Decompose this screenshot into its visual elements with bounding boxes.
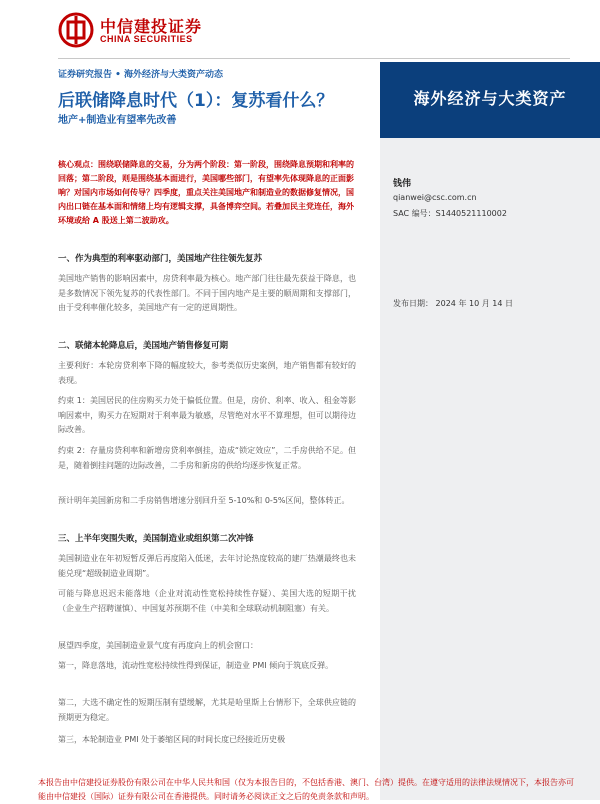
logo-english-name: CHINA SECURITIES — [100, 34, 193, 44]
section-3-paragraph-6: 第三，本轮制造业 PMI 处于萎缩区间的时间长度已经接近历史极 — [58, 735, 286, 744]
report-subtitle: 地产+制造业有望率先改善 — [58, 115, 177, 126]
section-2-heading: 二、联储本轮降息后，美国地产销售修复可期 — [58, 341, 229, 351]
disclaimer-footer: 本报告由中信建投证券股份有限公司在中华人民共和国（仅为本报告目的，不包括香港、澳门、台湾）提供。在遵守适用的法律法规情况下，本报告亦可能由中信建投（国际）证券有限公司在香港提供。同时请务必阅读正文之后的免责条款和声明。 — [38, 778, 574, 801]
logo-chinese-name: 中信建投证券 — [100, 17, 203, 36]
section-3-paragraph-4: 第一，降息落地，流动性宽松持续性得到保证，制造业 PMI 倾向于筑底反弹。 — [58, 661, 334, 670]
section-2-paragraph-2: 约束 1：美国居民的住房购买力处于偏低位置。但是，房价、利率、收入、租金等影响因素中，购买力在短期对于利率最为敏感，尽管绝对水平不算理想，但可以期待边际改善。 — [58, 396, 356, 434]
section-3-heading: 三、上半年突围失败，美国制造业或组织第二次冲锋 — [58, 534, 254, 544]
section-3-paragraph-1: 美国制造业在年初短暂反弹后再度陷入低迷，去年讨论热度较高的建厂热潮最终也未能兑现“超级制造业周期”。 — [58, 554, 356, 578]
sidebar-section-title: 海外经济与大类资产 — [413, 89, 567, 108]
analyst-name: 钱伟 — [393, 179, 412, 189]
core-view-summary: 核心观点：围绕联储降息的交易，分为两个阶段：第一阶段，围绕降息预期和利率的回落；第二阶段，则是围绕基本面进行，美国哪些部门，有望率先体现降息的正面影响？对国内市场如何传导？四季度，重点关注美国地产和制造业的数据修复情况，国内出口链在基本面和情绪上均有逻辑支撑，具备博弈空间。若叠加民主党连任，海外环境或给 A 股送上第二波助攻。 — [58, 160, 354, 225]
section-3-paragraph-3: 展望四季度，美国制造业景气度有再度向上的机会窗口： — [58, 641, 258, 650]
analyst-email[interactable]: qianwei@csc.com.cn — [393, 193, 477, 202]
company-logo — [58, 12, 218, 48]
section-2-paragraph-4: 预计明年美国新房和二手房销售增速分别回升至 5-10%和 0-5%区间，整体转正。 — [58, 496, 350, 505]
section-2-paragraph-3: 约束 2：存量房贷利率和新增房贷利率倒挂，造成“锁定效应”，二手房供给不足。但是，随着倒挂问题的边际改善，二手房和新房的供给均逐步恢复正常。 — [58, 446, 356, 470]
china-securities-logo-icon — [58, 12, 94, 48]
section-1-paragraph: 美国地产销售的影响因素中，房贷利率最为核心。地产部门往往最先获益于降息，也是多数情况下领先复苏的代表性部门。不同于国内地产是主要的顺周期和支撑部门，由于受利率催化较多，美国地产有一定的逆周期性。 — [58, 274, 356, 312]
report-category: 证券研究报告 • 海外经济与大类资产动态 — [58, 70, 224, 80]
sidebar-header — [380, 62, 600, 138]
publish-date: 发布日期： 2024 年 10 月 14 日 — [393, 299, 513, 308]
section-3-paragraph-5: 第二，大选不确定性的短期压制有望缓解，尤其是哈里斯上台情形下，全球供应链的预期更为稳定。 — [58, 698, 356, 722]
section-2-paragraph-1: 主要利好：本轮房贷利率下降的幅度较大，参考类似历史案例，地产销售都有较好的表现。 — [58, 361, 356, 385]
header-divider — [58, 58, 570, 59]
report-title: 后联储降息时代（1）：复苏看什么？ — [58, 91, 334, 111]
section-1-heading: 一、作为典型的利率驱动部门，美国地产往往领先复苏 — [58, 254, 263, 264]
sidebar-panel — [380, 62, 600, 800]
section-3-paragraph-2: 可能与降息迟迟未能落地（企业对流动性宽松持续性存疑）、美国大选的短期干扰（企业生产招聘谨慎）、中国复苏预期不佳（中美和全球联动机制阻塞）有关。 — [58, 589, 356, 613]
analyst-sac-number: SAC 编号：S1440521110002 — [393, 209, 507, 218]
